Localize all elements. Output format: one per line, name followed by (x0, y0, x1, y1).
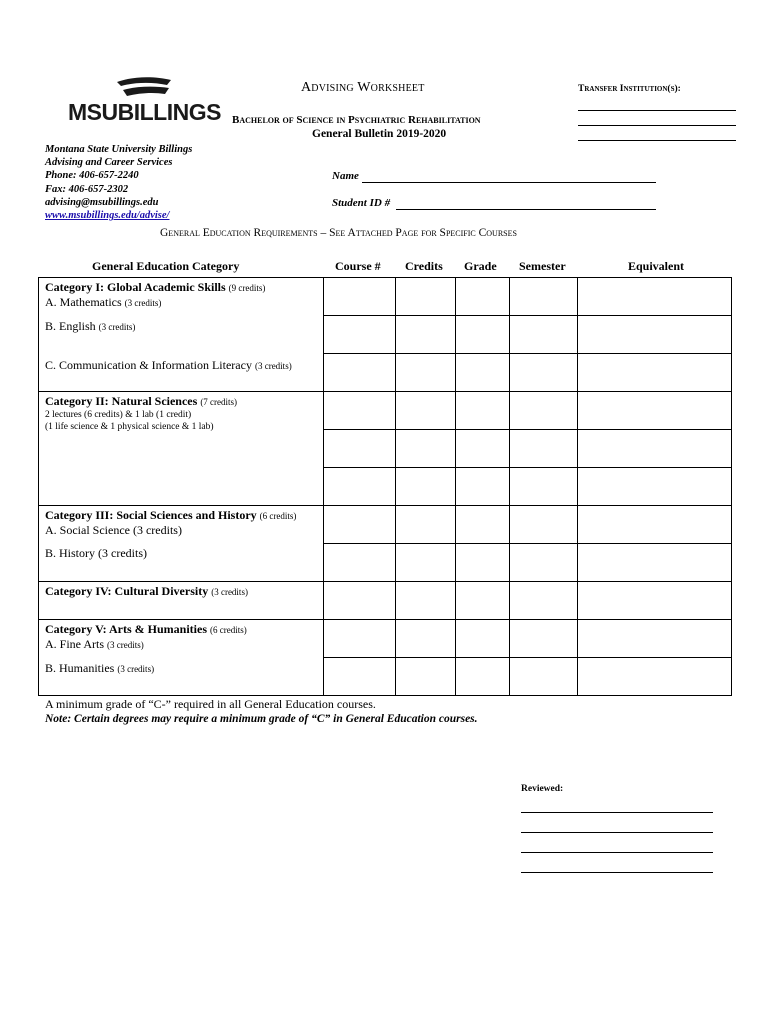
transfer-line-1[interactable] (578, 110, 736, 111)
reviewed-line-4[interactable] (521, 872, 713, 873)
table-row (39, 392, 732, 430)
equivalent-cell[interactable] (578, 506, 732, 544)
course-cell[interactable] (324, 354, 396, 392)
credits-cell[interactable] (396, 354, 456, 392)
header-grade: Grade (464, 259, 497, 273)
grade-cell[interactable] (456, 278, 510, 316)
credits-cell[interactable] (396, 506, 456, 544)
cat2-title: Category II: Natural Sciences (45, 394, 198, 408)
cat5-title: Category V: Arts & Humanities (45, 622, 207, 636)
equivalent-cell[interactable] (578, 430, 732, 468)
grade-cell[interactable] (456, 582, 510, 620)
course-cell[interactable] (324, 430, 396, 468)
grade-cell[interactable] (456, 468, 510, 506)
cat5-b-label: B. Humanities (45, 661, 115, 675)
degree-note: Note: Certain degrees may require a minimum grade of “C” in General Education courses. (45, 713, 478, 725)
logo-text: MSUBILLINGS (68, 99, 221, 125)
course-cell[interactable] (324, 468, 396, 506)
cat1-c-credits: (3 credits) (254, 361, 292, 371)
credits-cell[interactable] (396, 278, 456, 316)
cat1-a-credits: (3 credits) (124, 298, 162, 308)
grade-cell[interactable] (456, 316, 510, 354)
category-3-cell (39, 506, 324, 582)
cat3-credits: (6 credits) (259, 511, 297, 521)
semester-cell[interactable] (510, 354, 578, 392)
student-id-field[interactable] (396, 209, 656, 210)
gen-ed-table (38, 277, 732, 696)
table-row (39, 278, 732, 316)
equivalent-cell[interactable] (578, 354, 732, 392)
cat5-credits: (6 credits) (210, 625, 247, 635)
course-cell[interactable] (324, 544, 396, 582)
semester-cell[interactable] (510, 620, 578, 658)
name-label: Name (332, 170, 359, 182)
cat1-credits: (9 credits) (228, 283, 266, 293)
semester-cell[interactable] (510, 582, 578, 620)
gen-ed-heading: General Education Requirements – See Attached Page for Specific Courses (160, 227, 517, 239)
table-row (39, 582, 732, 620)
grade-cell[interactable] (456, 506, 510, 544)
equivalent-cell[interactable] (578, 316, 732, 354)
category-4-cell (39, 582, 324, 620)
cat3-b-label: B. History (3 credits) (45, 546, 147, 560)
equivalent-cell[interactable] (578, 468, 732, 506)
header-category: General Education Category (92, 259, 240, 273)
cat4-credits: (3 credits) (211, 587, 248, 597)
student-id-label: Student ID # (332, 197, 391, 209)
credits-cell[interactable] (396, 620, 456, 658)
grade-cell[interactable] (456, 544, 510, 582)
header-semester: Semester (519, 259, 566, 273)
cat1-title: Category I: Global Academic Skills (45, 280, 226, 294)
header-course: Course # (335, 259, 381, 273)
credits-cell[interactable] (396, 430, 456, 468)
cat3-a-label: A. Social Science (3 credits) (45, 523, 182, 537)
course-cell[interactable] (324, 620, 396, 658)
university-name: Montana State University Billings (45, 144, 193, 155)
equivalent-cell[interactable] (578, 278, 732, 316)
equivalent-cell[interactable] (578, 544, 732, 582)
cat1-a-label: A. Mathematics (45, 295, 122, 309)
reviewed-line-1[interactable] (521, 812, 713, 813)
grade-cell[interactable] (456, 354, 510, 392)
bulletin-title: General Bulletin 2019-2020 (312, 128, 447, 140)
cat1-b-label: B. English (45, 319, 96, 333)
cat3-title: Category III: Social Sciences and History (45, 508, 257, 522)
reviewed-label: Reviewed: (521, 784, 564, 794)
name-field[interactable] (362, 182, 656, 183)
course-cell[interactable] (324, 316, 396, 354)
course-cell[interactable] (324, 506, 396, 544)
cat2-line1: 2 lectures (6 credits) & 1 lab (1 credit) (45, 410, 192, 420)
grade-cell[interactable] (456, 620, 510, 658)
cat5-a-credits: (3 credits) (107, 640, 144, 650)
transfer-line-3[interactable] (578, 140, 736, 141)
min-grade-note: A minimum grade of “C-” required in all General Education courses. (45, 697, 376, 711)
msu-billings-logo (68, 76, 221, 125)
semester-cell[interactable] (510, 506, 578, 544)
cat4-title: Category IV: Cultural Diversity (45, 584, 209, 598)
fax-number: Fax: 406-657-2302 (45, 183, 129, 195)
credits-cell[interactable] (396, 582, 456, 620)
course-cell[interactable] (324, 278, 396, 316)
equivalent-cell[interactable] (578, 582, 732, 620)
reviewed-line-3[interactable] (521, 852, 713, 853)
semester-cell[interactable] (510, 658, 578, 696)
reviewed-line-2[interactable] (521, 832, 713, 833)
category-1-cell (39, 278, 324, 392)
category-2-cell (39, 392, 324, 506)
course-cell[interactable] (324, 658, 396, 696)
semester-cell[interactable] (510, 278, 578, 316)
equivalent-cell[interactable] (578, 658, 732, 696)
header-credits: Credits (405, 259, 443, 273)
equivalent-cell[interactable] (578, 620, 732, 658)
credits-cell[interactable] (396, 316, 456, 354)
semester-cell[interactable] (510, 316, 578, 354)
table-row (39, 506, 732, 544)
grade-cell[interactable] (456, 658, 510, 696)
grade-cell[interactable] (456, 430, 510, 468)
category-5-cell (39, 620, 324, 696)
cat2-credits: (7 credits) (200, 397, 238, 407)
website-link[interactable]: www.msubillings.edu/advise/ (45, 210, 170, 222)
contact-block (45, 143, 192, 222)
semester-cell[interactable] (510, 392, 578, 430)
course-cell[interactable] (324, 392, 396, 430)
credits-cell[interactable] (396, 544, 456, 582)
phone-number: Phone: 406-657-2240 (45, 170, 139, 182)
semester-cell[interactable] (510, 430, 578, 468)
cat1-c-label: C. Communication & Information Literacy (45, 358, 252, 372)
email-address: advising@msubillings.edu (45, 196, 159, 208)
page-title: Advising Worksheet (301, 80, 425, 95)
office-name: Advising and Career Services (45, 157, 173, 169)
cat5-b-credits: (3 credits) (117, 664, 155, 674)
transfer-line-2[interactable] (578, 125, 736, 126)
header-equivalent: Equivalent (628, 259, 685, 273)
equivalent-cell[interactable] (578, 392, 732, 430)
semester-cell[interactable] (510, 468, 578, 506)
cat5-a-label: A. Fine Arts (45, 637, 105, 651)
credits-cell[interactable] (396, 392, 456, 430)
table-row (39, 620, 732, 658)
credits-cell[interactable] (396, 658, 456, 696)
semester-cell[interactable] (510, 544, 578, 582)
credits-cell[interactable] (396, 468, 456, 506)
cat1-b-credits: (3 credits) (98, 322, 136, 332)
cat2-line2: (1 life science & 1 physical science & 1 lab) (45, 422, 214, 432)
course-cell[interactable] (324, 582, 396, 620)
degree-title: Bachelor of Science in Psychiatric Rehabilitation (232, 114, 481, 126)
transfer-institution-label: Transfer Institution(s): (578, 84, 681, 94)
grade-cell[interactable] (456, 392, 510, 430)
